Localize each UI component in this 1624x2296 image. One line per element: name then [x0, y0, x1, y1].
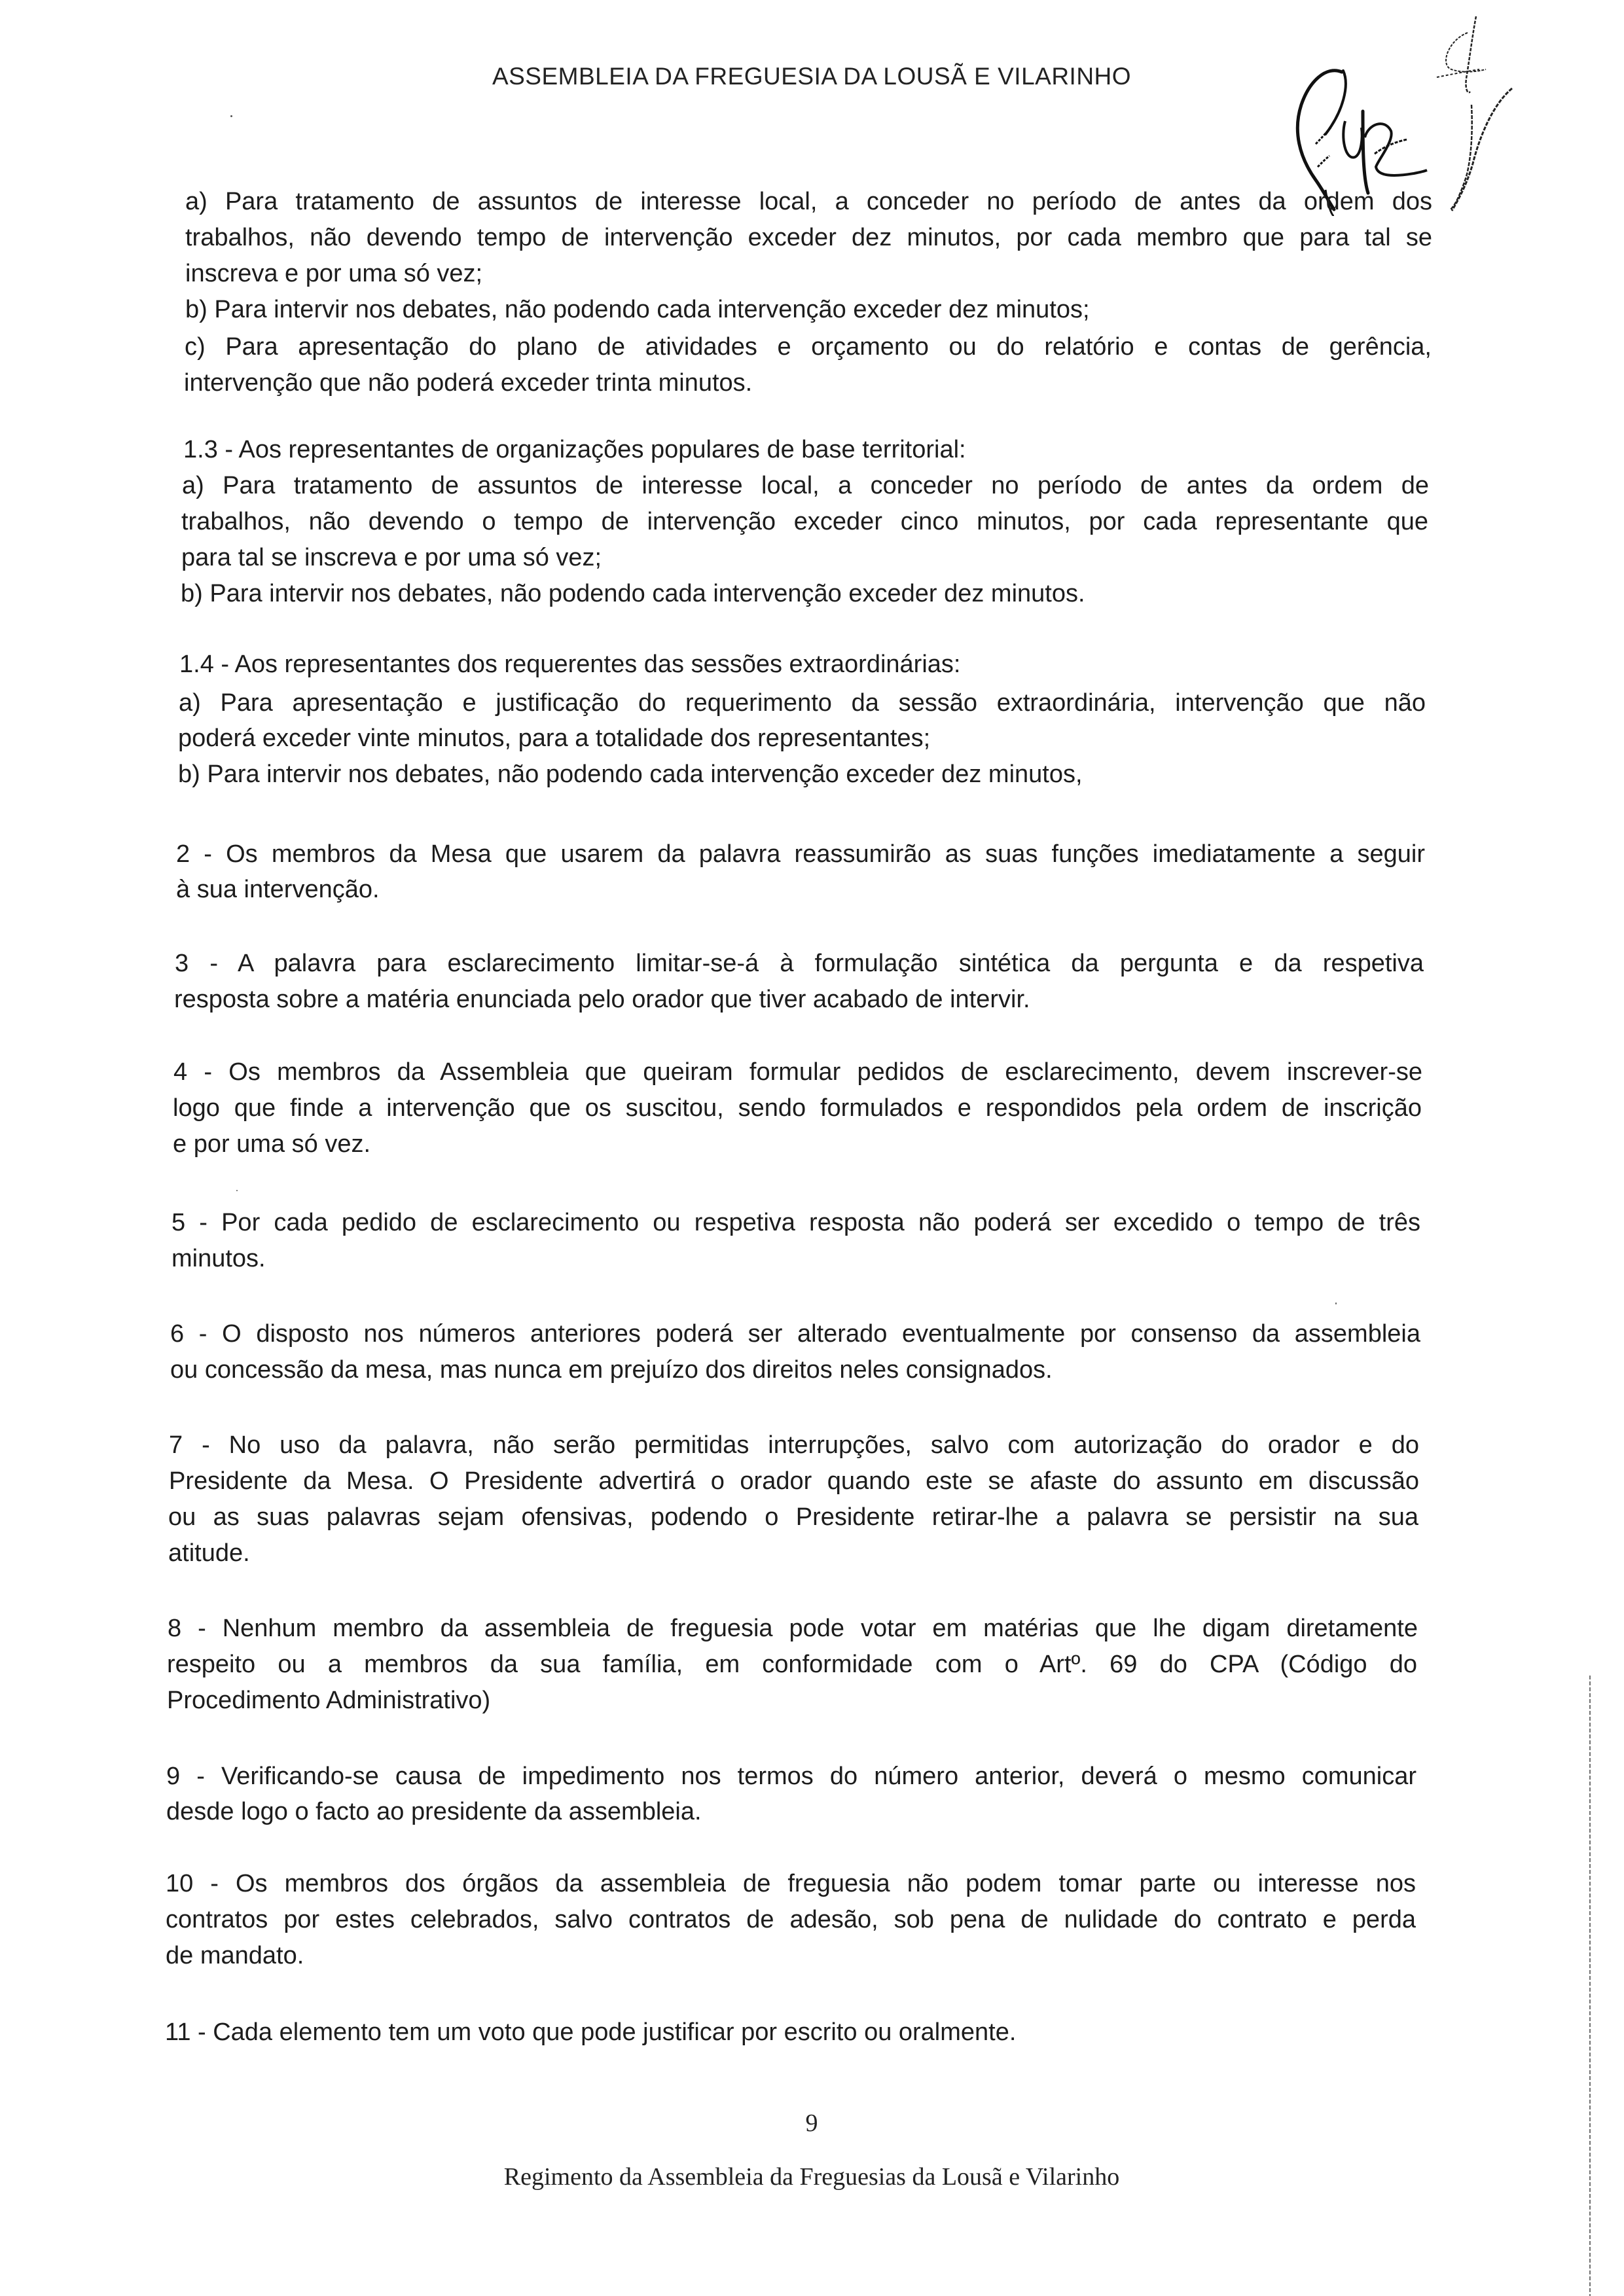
text-line: Presidente da Mesa. O Presidente advertirá o orador quando este se afaste do assunto em discussão — [169, 1467, 1419, 1495]
text-line: logo que finde a intervenção que os suscitou, sendo formulados e respondidos pela ordem de inscrição — [173, 1094, 1422, 1122]
text-line: 9 - Verificando-se causa de impedimento nos termos do número anterior, deverá o mesmo comunicar — [166, 1763, 1416, 1790]
text-line: intervenção que não poderá exceder trinta minutos. — [184, 369, 753, 397]
text-line: Procedimento Administrativo) — [167, 1687, 491, 1714]
text-line: ou concessão da mesa, mas nunca em prejuízo dos direitos neles consignados. — [170, 1356, 1053, 1384]
text-line: contratos por estes celebrados, salvo contratos de adesão, sob pena de nulidade do contrato e perda — [166, 1906, 1416, 1933]
text-line: 2 - Os membros da Mesa que usarem da palavra reassumirão as suas funções imediatamente a seguir — [176, 840, 1425, 868]
text-line: trabalhos, não devendo o tempo de intervenção exceder cinco minutos, por cada representante que — [181, 508, 1428, 535]
page-header: ASSEMBLEIA DA FREGUESIA DA LOUSÃ E VILARINHO — [492, 63, 1132, 90]
text-line: respeito ou a membros da sua família, em conformidade com o Artº. 69 do CPA (Código do — [167, 1651, 1417, 1678]
text-line: ou as suas palavras sejam ofensivas, podendo o Presidente retirar-lhe a palavra se persistir na sua — [168, 1503, 1418, 1531]
text-line: resposta sobre a matéria enunciada pelo orador que tiver acabado de intervir. — [174, 986, 1030, 1013]
text-line: à sua intervenção. — [176, 876, 380, 903]
text-line: a) Para tratamento de assuntos de interesse local, a conceder no período de antes da ordem de — [182, 472, 1429, 499]
scan-speck — [230, 115, 232, 117]
text-line: 8 - Nenhum membro da assembleia de freguesia pode votar em matérias que lhe digam diretamente — [168, 1615, 1418, 1642]
text-line: c) Para apresentação do plano de atividades e orçamento ou do relatório e contas de gerência, — [185, 333, 1432, 361]
text-line: 4 - Os membros da Assembleia que queiram formular pedidos de esclarecimento, devem inscrever-se — [173, 1058, 1422, 1086]
text-line: poderá exceder vinte minutos, para a totalidade dos representantes; — [178, 725, 931, 752]
text-line: b) Para intervir nos debates, não podendo cada intervenção exceder dez minutos. — [181, 580, 1085, 607]
text-line: a) Para apresentação e justificação do requerimento da sessão extraordinária, intervenção que não — [179, 689, 1426, 717]
text-line: atitude. — [168, 1539, 250, 1567]
text-line: para tal se inscreva e por uma só vez; — [181, 544, 602, 571]
text-line: desde logo o facto ao presidente da assembleia. — [166, 1798, 702, 1825]
text-line: a) Para tratamento de assuntos de interesse local, a conceder no período de antes da ordem dos — [185, 188, 1432, 215]
text-line: 11 - Cada elemento tem um voto que pode justificar por escrito ou oralmente. — [165, 2018, 1017, 2046]
text-line: 7 - No uso da palavra, não serão permitidas interrupções, salvo com autorização do orador e do — [169, 1431, 1419, 1459]
text-line: 1.3 - Aos representantes de organizações populares de base territorial: — [183, 436, 966, 463]
text-line: e por uma só vez. — [173, 1130, 371, 1158]
scan-edge-line — [1589, 1676, 1591, 2296]
text-line: trabalhos, não devendo tempo de intervenção exceder dez minutos, por cada membro que para tal se — [185, 224, 1432, 251]
text-line: 6 - O disposto nos números anteriores poderá ser alterado eventualmente por consenso da assembleia — [170, 1320, 1420, 1348]
text-line: minutos. — [171, 1245, 266, 1272]
text-line: 5 - Por cada pedido de esclarecimento ou respetiva resposta não poderá ser excedido o tempo de três — [171, 1209, 1420, 1236]
scan-speck — [236, 1190, 238, 1191]
scan-speck — [1335, 1302, 1337, 1304]
text-line: 10 - Os membros dos órgãos da assembleia de freguesia não podem tomar parte ou interesse nos — [166, 1870, 1416, 1897]
footer-title: Regimento da Assembleia da Freguesias da Lousã e Vilarinho — [503, 2163, 1120, 2191]
text-line: de mandato. — [166, 1942, 304, 1969]
text-line: 3 - A palavra para esclarecimento limitar-se-á à formulação sintética da pergunta e da respetiva — [175, 950, 1424, 977]
text-line: inscreva e por uma só vez; — [185, 260, 483, 287]
signature-initials-2 — [1414, 7, 1564, 216]
text-line: b) Para intervir nos debates, não podendo cada intervenção exceder dez minutos; — [185, 296, 1090, 323]
page-number: 9 — [805, 2109, 818, 2137]
text-line: b) Para intervir nos debates, não podendo cada intervenção exceder dez minutos, — [178, 761, 1083, 788]
text-line: 1.4 - Aos representantes dos requerentes das sessões extraordinárias: — [179, 651, 961, 678]
